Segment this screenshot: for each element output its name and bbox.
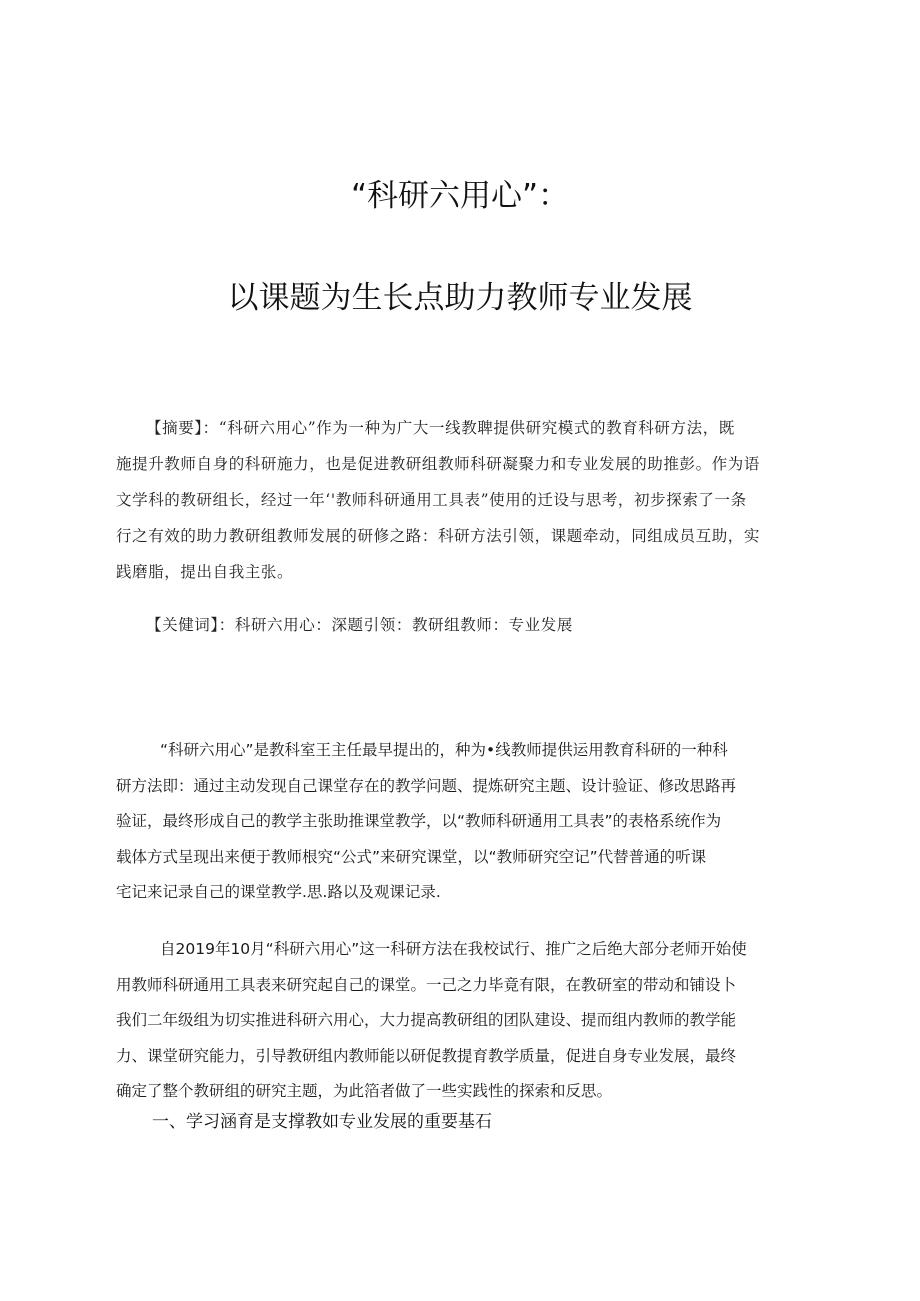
paragraph-line: 确定了整个教研组的研究主题，为此箔者做了一些实践性的探索和反思。	[116, 1082, 613, 1100]
abstract-line: 文学科的教研组长，经过一年‘'教师科研通用工具表”使用的迁设与思考，初步探索了一条	[116, 491, 747, 509]
abstract-line: 施提升教师自身的科研施力，也是促进教研组教师科研凝聚力和专业发展的助推彭。作为语	[116, 455, 761, 473]
paragraph-line: 用教师科研通用工具表来研究起自己的课堂。一己之力毕竟有限，在教研室的带动和铺设卜	[116, 975, 737, 994]
paragraph-line: 自2019年10月“科研六用心”这一科研方法在我校试行、推广之后绝大部分老师开始使	[160, 940, 747, 958]
paragraph-line: 载体方式呈现出来便于教师根究“公式”来研究课堂，以“教师研究空记”代替普通的听课	[116, 847, 707, 866]
abstract-line: 【摘要】：“科研六用心”作为一种为广大一线教聛提供研究模式的教育科研方法，既	[146, 419, 735, 437]
paragraph-2	[116, 932, 810, 1110]
title-line-2: 以课题为生长点助力教师专业发展	[227, 280, 693, 316]
abstract-line: 践磨脂，提出自我主张。	[116, 563, 294, 581]
title-line-1: “科研六用心”：	[350, 178, 570, 214]
paragraph-line: 验证，最终形成自己的教学主张助推课堂教学，以“教师科研通用工具表”的表格系统作为	[116, 812, 722, 830]
paragraph-line: 我们二年级组为切实推进科研六用心，大力提高教研组的团队建设、提而组内教师的教学能	[116, 1011, 737, 1029]
paragraph-1	[116, 733, 810, 911]
paragraph-line: 力、课堂研究能力，引导教研组内教师能以研促教提育教学质量，促进自身专业发展，最终	[116, 1046, 737, 1065]
paragraph-line: 研方法即：通过主动发现自己课堂存在的教学问题、提炼研究主题、设计验证、修改思路再	[116, 776, 737, 795]
abstract	[116, 410, 806, 590]
section-heading: 一、学习涵育是支撑教如专业发展的重要基石	[152, 1112, 492, 1132]
abstract-line: 行之有效的助力教研组教师发展的研修之路：科研方法引领，课题牵动，同组成员互助，实	[116, 527, 761, 545]
keywords: 【关健词】：科研六用心：深题引领：教研组教师：专业发展	[146, 616, 573, 634]
paragraph-line: “科研六用心”是教科室王主任最早提出的，种为•线教师提供运用教育科研的一种科	[160, 741, 728, 759]
paragraph-line: 宅记来记录自己的课堂教学.思.路以及观课记录.	[116, 883, 441, 901]
